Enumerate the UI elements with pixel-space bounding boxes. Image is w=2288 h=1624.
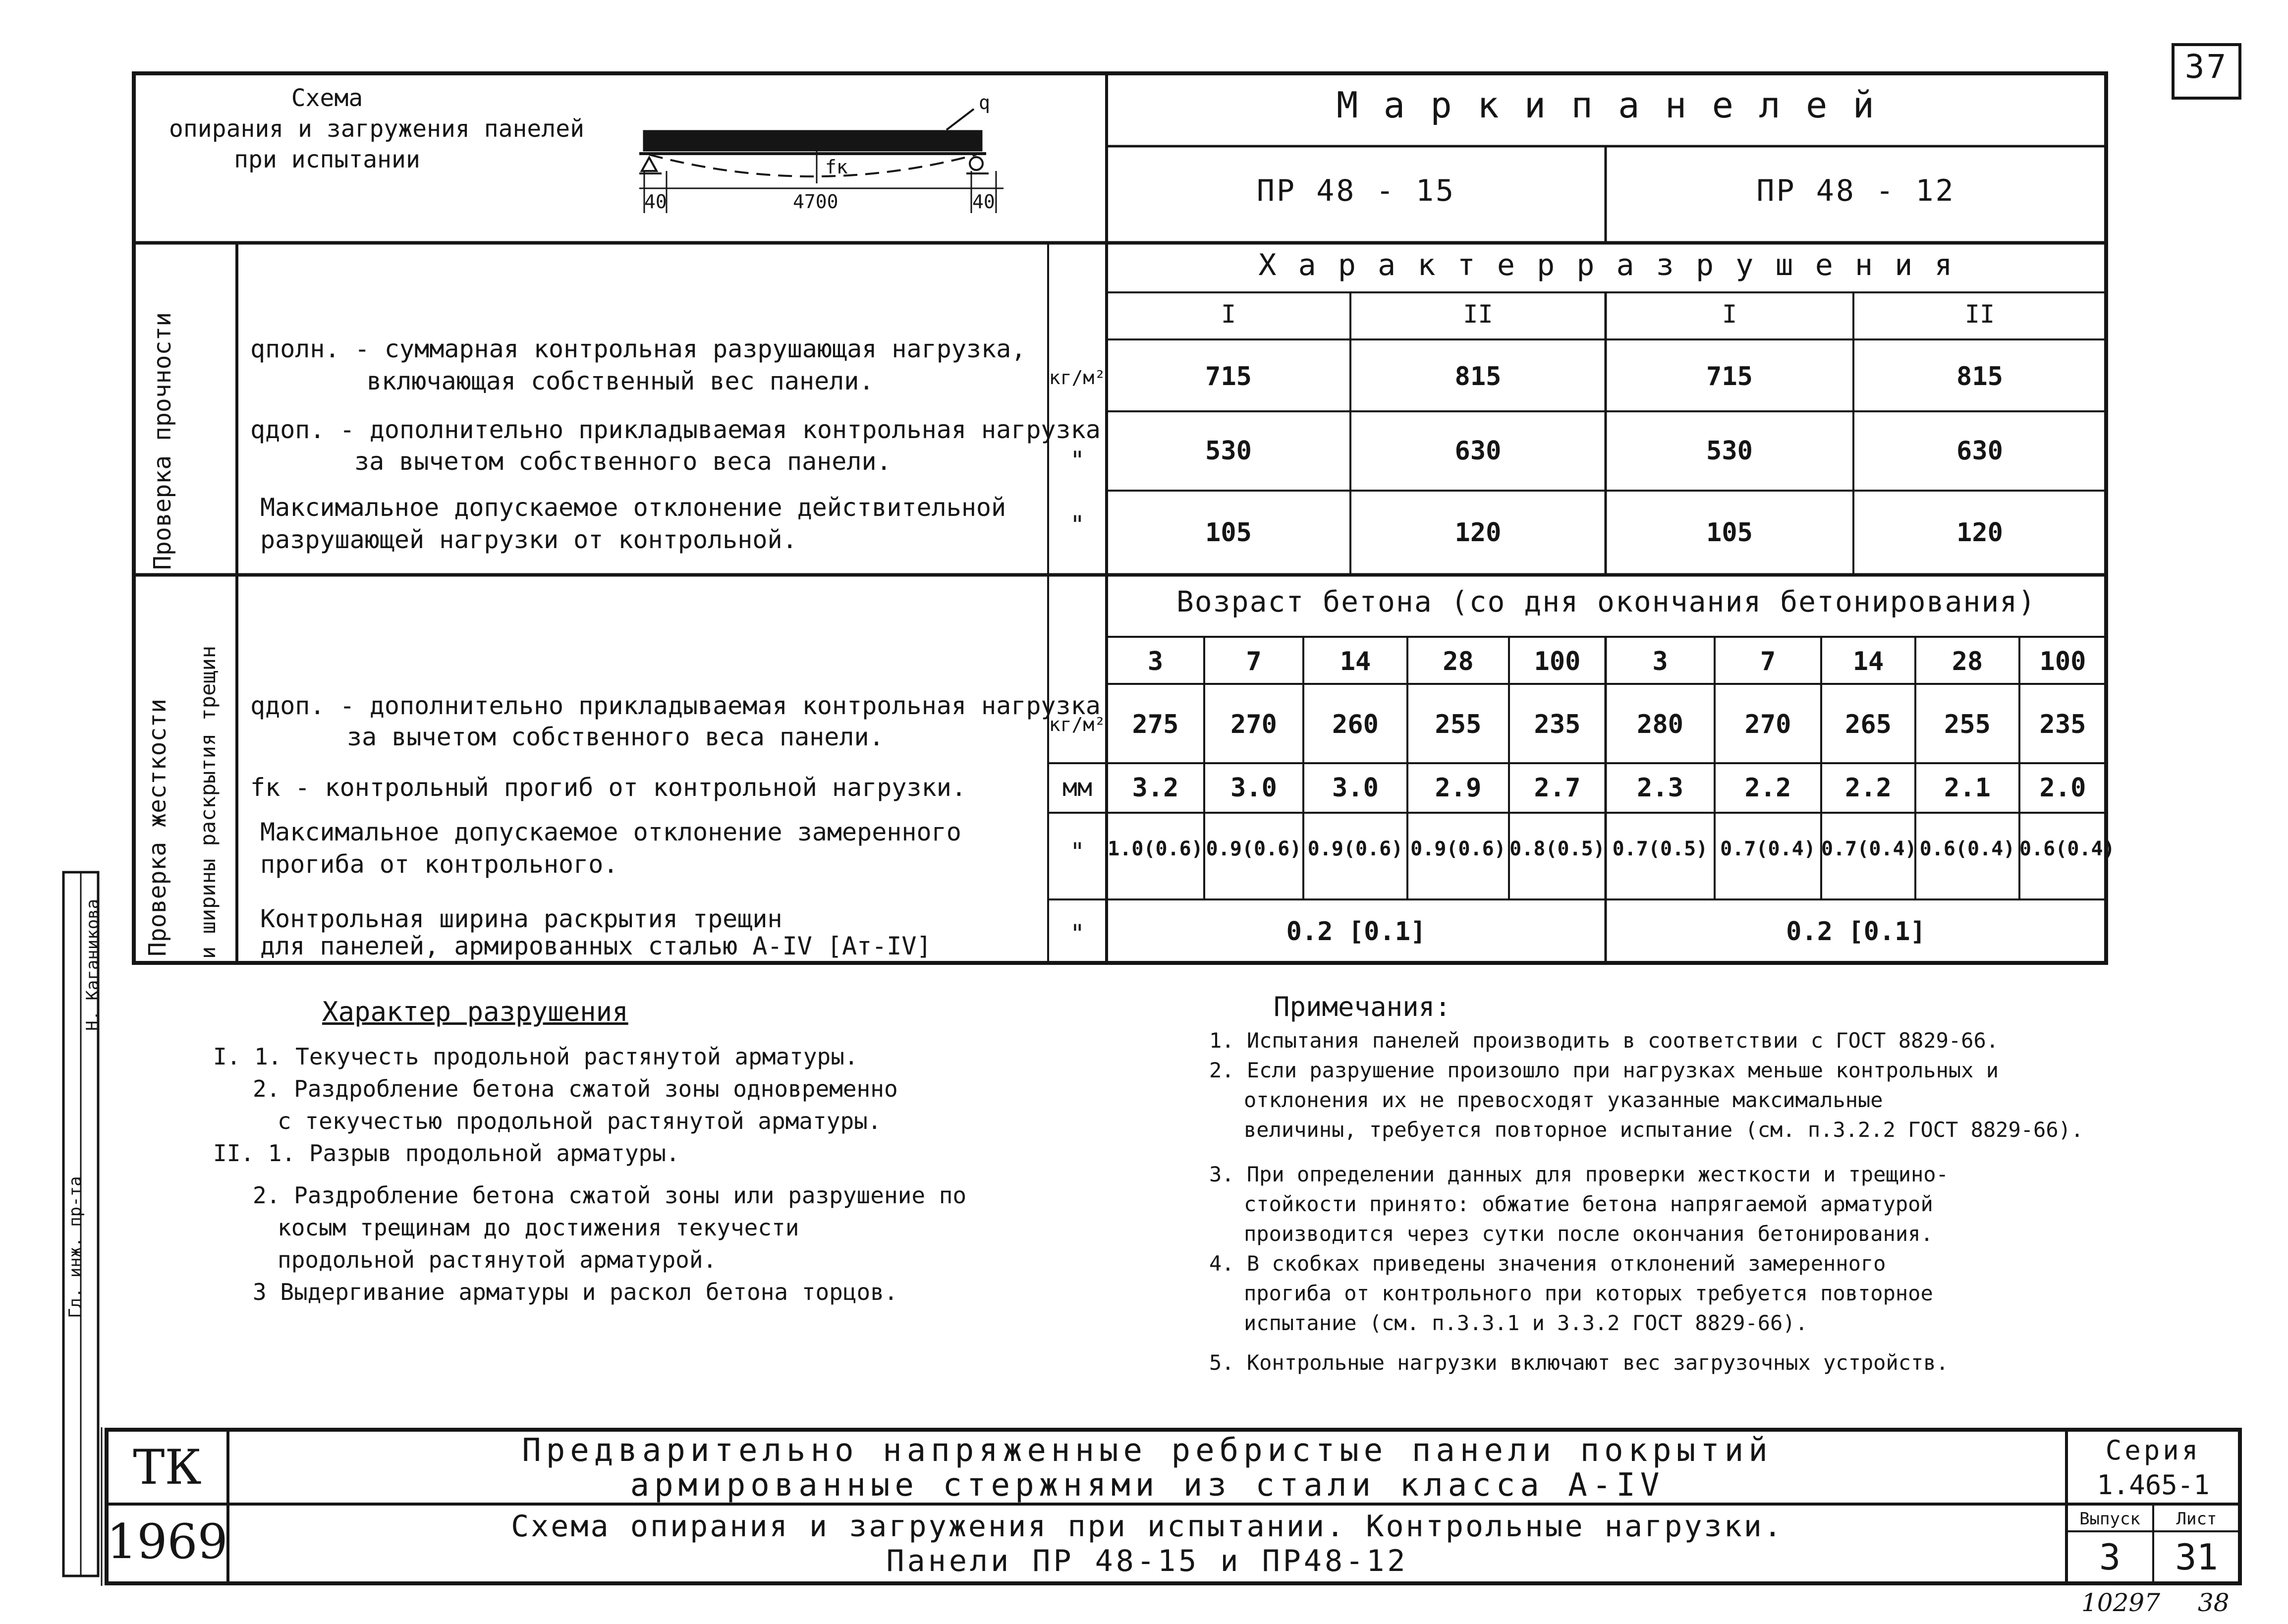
failure-line: 3 Выдергивание арматуры и раскол бетона торцов. <box>253 1279 898 1305</box>
value-cell: 265 <box>1845 710 1892 739</box>
failure-type-4: II <box>1964 300 1995 329</box>
value-cell: 105 <box>1205 518 1252 548</box>
age-cell: 100 <box>2039 647 2086 676</box>
row-desc-line: за вычетом собственного веса панели. <box>347 723 884 751</box>
failure-type-1: I <box>1221 300 1236 329</box>
value-cell: 235 <box>2039 710 2086 739</box>
panel-2-mark: ПР 48 - 12 <box>1756 173 1955 208</box>
value-cell: 280 <box>1637 710 1683 739</box>
unit-cell: мм <box>1062 773 1093 802</box>
value-cell: 1.0(0.6) <box>1108 838 1203 860</box>
load-label: q <box>979 92 990 113</box>
value-cell: 105 <box>1706 518 1753 548</box>
unit-cell: " <box>1069 919 1085 948</box>
year: 1969 <box>107 1514 228 1569</box>
strength-section-label: Проверка прочности <box>149 312 176 570</box>
value-cell: 2.2 <box>1845 773 1892 803</box>
failure-header: Х а р а к т е р р а з р у ш е н и я <box>1258 248 1954 282</box>
value-cell: 120 <box>1956 518 2003 548</box>
age-cell: 3 <box>1147 647 1164 676</box>
deflection-label: fк <box>825 156 848 178</box>
age-cell: 28 <box>1952 647 1983 676</box>
note-line: величины, требуется повторное испытание (см. п.3.2.2 ГОСТ 8829-66). <box>1244 1118 2084 1142</box>
archive-sheet: 38 <box>2198 1588 2230 1617</box>
value-cell: 0.2 [0.1] <box>1286 917 1426 947</box>
series-label: Серия <box>2105 1435 2201 1466</box>
row-desc-line: для панелей, армированных сталью А-IV [Ат-IV] <box>260 932 932 960</box>
note-line: 5. Контрольные нагрузки включают вес загрузочных устройств. <box>1209 1350 1949 1375</box>
value-cell: 0.9(0.6) <box>1410 838 1506 860</box>
row-desc-line: прогиба от контрольного. <box>260 850 618 879</box>
value-cell: 715 <box>1706 362 1753 392</box>
scheme-title-line-1: Схема <box>291 84 363 112</box>
dim-left: 40 <box>644 191 667 213</box>
value-cell: 715 <box>1205 362 1252 392</box>
value-cell: 120 <box>1454 518 1502 548</box>
failure-type-2: II <box>1463 300 1493 329</box>
value-cell: 815 <box>1454 362 1502 392</box>
failure-line: косым трещинам до достижения текучести <box>278 1214 799 1241</box>
title-line-1: Предварительно напряженные ребристые панели покрытий <box>522 1432 1773 1469</box>
scheme-title-line-3: при испытании <box>234 146 420 173</box>
value-cell: 3.2 <box>1132 773 1179 803</box>
panel-1-mark: ПР 48 - 15 <box>1256 173 1456 208</box>
value-cell: 630 <box>1454 436 1502 466</box>
value-cell: 2.7 <box>1534 773 1581 803</box>
note-line: 4. В скобках приведены значения отклонений замеренного <box>1209 1251 1886 1276</box>
stiffness-section-label-2: и ширины раскрытия трещин <box>196 645 220 959</box>
row-desc-line: qполн. - суммарная контрольная разрушающая нагрузка, <box>250 335 1026 363</box>
org-code: ТК <box>133 1440 202 1495</box>
dim-right: 40 <box>972 191 995 213</box>
value-cell: 2.1 <box>1944 773 1991 803</box>
age-cell: 14 <box>1339 647 1371 676</box>
value-cell: 0.8(0.5) <box>1509 838 1605 860</box>
value-cell: 3.0 <box>1230 773 1277 803</box>
row-desc-line: разрушающей нагрузки от контрольной. <box>260 525 797 554</box>
issue-label: Выпуск <box>2079 1509 2140 1529</box>
note-line: прогиба от контрольного при которых требуется повторное <box>1244 1281 1933 1305</box>
value-cell: 0.6(0.4) <box>2019 838 2115 860</box>
failure-types-title: Характер разрушения <box>322 996 628 1027</box>
sheet-value: 31 <box>2175 1536 2218 1578</box>
side-stamp-role: Гл. инж. пр-та <box>65 1176 85 1318</box>
note-line: испытание (см. п.3.3.1 и 3.3.2 ГОСТ 8829-66). <box>1244 1311 1808 1335</box>
page-number: 37 <box>2184 48 2229 86</box>
note-line: стойкости принято: обжатие бетона напрягаемой арматурой <box>1244 1192 1933 1216</box>
value-cell: 0.7(0.5) <box>1612 838 1708 860</box>
title-line-2: армированные стержнями из стали класса А-IV <box>630 1467 1665 1504</box>
note-line: отклонения их не превосходят указанные максимальные <box>1244 1088 1883 1112</box>
unit-cell: кг/м² <box>1049 367 1106 389</box>
failure-line: 2. Раздробление бетона сжатой зоны или разрушение по <box>253 1182 967 1209</box>
note-line: 2. Если разрушение произошло при нагрузках меньше контрольных и <box>1209 1058 1999 1082</box>
value-cell: 530 <box>1706 436 1753 466</box>
value-cell: 235 <box>1534 710 1581 739</box>
unit-cell: " <box>1069 838 1085 866</box>
value-cell: 0.9(0.6) <box>1307 838 1403 860</box>
row-desc-line: qдоп. - дополнительно прикладываемая контрольная нагрузка <box>250 691 1101 720</box>
subtitle-line-1: Схема опирания и загружения при испытании. Контрольные нагрузки. <box>511 1509 1784 1544</box>
value-cell: 270 <box>1230 710 1277 739</box>
failure-line: продольной растянутой арматурой. <box>278 1246 717 1273</box>
failure-line: с текучестью продольной растянутой арматуры. <box>278 1108 882 1134</box>
value-cell: 630 <box>1956 436 2003 466</box>
failure-line: I. 1. Текучесть продольной растянутой арматуры. <box>213 1043 858 1070</box>
value-cell: 0.6(0.4) <box>1919 838 2015 860</box>
age-cell: 3 <box>1652 647 1668 676</box>
value-cell: 2.0 <box>2039 773 2086 803</box>
value-cell: 2.2 <box>1744 773 1791 803</box>
side-stamp-name: Н. Каганикова <box>83 898 103 1031</box>
value-cell: 260 <box>1332 710 1379 739</box>
note-line: 3. При определении данных для проверки жесткости и трещино- <box>1209 1162 1949 1186</box>
value-cell: 255 <box>1944 710 1991 739</box>
failure-line: II. 1. Разрыв продольной арматуры. <box>213 1140 680 1167</box>
row-desc-line: Контрольная ширина раскрытия трещин <box>260 904 782 933</box>
age-cell: 28 <box>1443 647 1474 676</box>
scheme-title-line-2: опирания и загружения панелей <box>168 115 585 143</box>
row-desc-line: включающая собственный вес панели. <box>367 367 874 395</box>
age-cell: 7 <box>1246 647 1262 676</box>
value-cell: 815 <box>1956 362 2003 392</box>
row-desc-line: qдоп. - дополнительно прикладываемая контрольная нагрузка <box>250 415 1101 444</box>
value-cell: 270 <box>1744 710 1791 739</box>
unit-cell: " <box>1069 510 1085 539</box>
note-line: производится через сутки после окончания бетонирования. <box>1244 1222 1933 1246</box>
row-desc-line: Максимальное допускаемое отклонение действительной <box>260 493 1006 522</box>
subtitle-line-2: Панели ПР 48-15 и ПР48-12 <box>886 1544 1408 1578</box>
age-cell: 100 <box>1534 647 1581 676</box>
row-desc-line: за вычетом собственного веса панели. <box>354 447 892 476</box>
dim-span: 4700 <box>793 191 838 213</box>
unit-cell: кг/м² <box>1049 714 1106 735</box>
failure-type-3: I <box>1722 300 1737 329</box>
unit-cell: " <box>1069 446 1085 475</box>
value-cell: 255 <box>1435 710 1482 739</box>
stiffness-section-label-1: Проверка жесткости <box>144 698 171 956</box>
archive-number: 10297 <box>2081 1588 2161 1617</box>
age-header: Возраст бетона (со дня окончания бетонирования) <box>1176 585 2037 618</box>
value-cell: 2.9 <box>1435 773 1482 803</box>
marks-title: М а р к и п а н е л е й <box>1337 84 1876 126</box>
issue-value: 3 <box>2099 1536 2121 1578</box>
value-cell: 0.7(0.4) <box>1720 838 1816 860</box>
value-cell: 0.7(0.4) <box>1821 838 1917 860</box>
failure-line: 2. Раздробление бетона сжатой зоны одновременно <box>253 1075 898 1102</box>
row-desc-line: Максимальное допускаемое отклонение замеренного <box>260 818 961 846</box>
note-line: 1. Испытания панелей производить в соответствии с ГОСТ 8829-66. <box>1209 1028 1999 1053</box>
value-cell: 0.2 [0.1] <box>1786 917 1926 947</box>
notes-title: Примечания: <box>1274 991 1451 1022</box>
series-value: 1.465-1 <box>2097 1469 2210 1501</box>
value-cell: 3.0 <box>1332 773 1379 803</box>
age-cell: 14 <box>1852 647 1884 676</box>
age-cell: 7 <box>1760 647 1776 676</box>
sheet-label: Лист <box>2176 1509 2217 1529</box>
value-cell: 0.9(0.6) <box>1206 838 1302 860</box>
value-cell: 2.3 <box>1637 773 1683 803</box>
value-cell: 275 <box>1132 710 1179 739</box>
row-desc-line: fк - контрольный прогиб от контрольной нагрузки. <box>250 773 966 802</box>
value-cell: 530 <box>1205 436 1252 466</box>
